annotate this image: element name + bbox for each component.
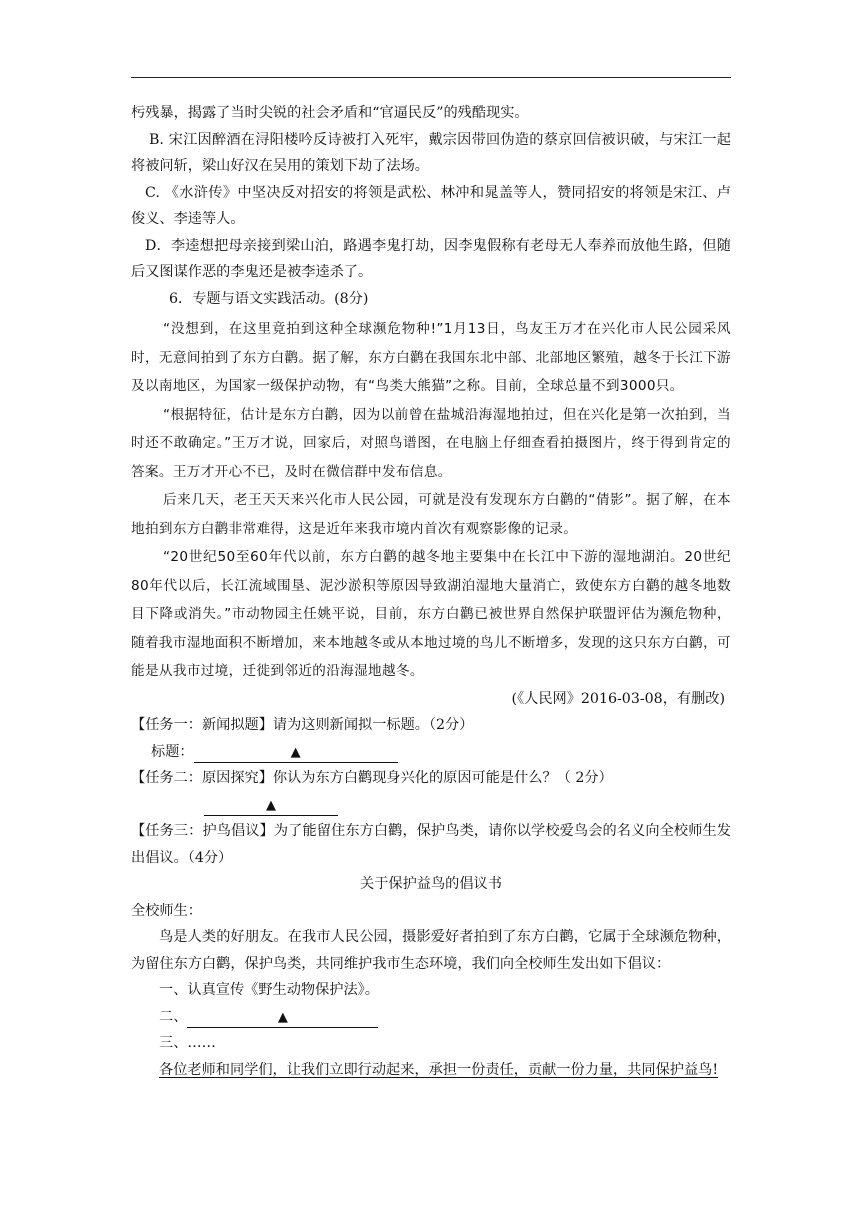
proposal-salutation: 全校师生： xyxy=(131,902,202,919)
option-b: B. 宋江因醉酒在浔阳楼吟反诗被打入死牢，戴宗因带回伪造的蔡京回信被识破，与宋江一起将被问斩，梁山好汉在吴用的策划下劫了法场。 xyxy=(131,131,731,174)
proposal-closing-text: 各位老师和同学们，让我们立即行动起来，承担一份责任，贡献一份力量，共同保护益鸟! xyxy=(159,1061,719,1078)
answer-marker-icon: ▲ xyxy=(277,1009,288,1025)
proposal-item-2-prefix: 二、 xyxy=(159,1008,188,1025)
option-d: D．李逵想把母亲接到梁山泊，路遇李鬼打劫，因李鬼假称有老母无人奉养而放他生路，但随后又图谋作恶的李鬼还是被李逵杀了。 xyxy=(131,237,731,280)
reason-answer-blank[interactable] xyxy=(204,796,338,816)
task-1-prompt: 【任务一：新闻拟题】请为这则新闻拟一标题。（2分） xyxy=(131,717,474,733)
option-c: C. 《水浒传》中坚决反对招安的将领是武松、林冲和晁盖等人，赞同招安的将领是宋江、卢俊义、李逵等人。 xyxy=(131,184,731,227)
article-paragraph-4: “20世纪50至60年代以前，东方白鹳的越冬地主要集中在长江中下游的湿地湖泊。20世纪80年代以后，长江流域围垦、泥沙淤积等原因导致湖泊湿地大量消亡，致使东方白鹳的越冬地数目下降或消失。”市动物园主任姚平说，目前，东方白鹳已被世界自然保护联盟评估为濒危物种，随着我市湿地面积不断增加，来本地越冬或从本地过境的鸟儿不断增多，发现的这只东方白鹳，可能是从我市过境，迁徙到邻近的沿海湿地越冬。 xyxy=(131,549,731,679)
article-paragraph-1: “没想到，在这里竟拍到这种全球濒危物种!”1月13日，鸟友王万才在兴化市人民公园采风时，无意间拍到了东方白鹳。据了解，东方白鹳在我国东北中部、北部地区繁殖，越冬于长江下游及以南地区，为国家一级保护动物，有“鸟类大熊猫”之称。目前，全球总量不到3000只。 xyxy=(131,321,731,394)
title-answer-blank[interactable] xyxy=(194,743,398,763)
proposal-closing xyxy=(131,1057,731,1084)
proposal-title: 关于保护益鸟的倡议书 xyxy=(360,876,502,892)
proposal-item-2 xyxy=(131,1004,731,1031)
header-rule xyxy=(131,77,731,78)
answer-marker-icon: ▲ xyxy=(266,797,276,813)
page-content xyxy=(131,100,731,1083)
task-2-answer-line xyxy=(131,792,731,819)
task-1-answer-line xyxy=(131,739,731,766)
proposal-body: 鸟是人类的好朋友。在我市人民公园，摄影爱好者拍到了东方白鹳，它属于全球濒危物种，为留住东方白鹳，保护鸟类，共同维护我市生态环境，我们向全校师生发出如下倡议： xyxy=(131,929,731,972)
answer-marker-icon: ▲ xyxy=(290,744,301,760)
task-2-prompt: 【任务二：原因探究】你认为东方白鹳现身兴化的原因可能是什么？（ 2分） xyxy=(131,770,613,786)
question-6-title: 6．专题与语文实践活动。(8分) xyxy=(169,290,369,307)
article-paragraph-3: 后来几天，老王天天来兴化市人民公园，可就是没有发现东方白鹳的“倩影”。据了解，在本地拍到东方白鹳非常难得，这是近年来我市境内首次有观察影像的记录。 xyxy=(131,492,731,537)
task-3-prompt: 【任务三：护鸟倡议】为了能留住东方白鹳，保护鸟类，请你以学校爱鸟会的名义向全校师生发出倡议。（4分） xyxy=(131,823,731,866)
proposal-item-3: 三、…… xyxy=(159,1035,216,1051)
article-paragraph-2: “根据特征，估计是东方白鹳，因为以前曾在盐城沿海湿地拍过，但在兴化是第一次拍到，当时还不敢确定。”王万才说，回家后，对照鸟谱图，在电脑上仔细查看拍摄图片，终于得到肯定的答案。王万才开心不已，及时在微信群中发布信息。 xyxy=(131,406,731,480)
article-source: (《人民网》2016-03-08，有删改) xyxy=(511,690,725,707)
proposal-item-1: 一、认真宣传《野生动物保护法》。 xyxy=(159,982,379,998)
task-1-label: 标题： xyxy=(151,743,194,760)
option-a-continuation: 杇残暴，揭露了当时尖锐的社会矛盾和“官逼民反”的残酷现实。 xyxy=(131,105,529,121)
proposal-answer-blank[interactable] xyxy=(187,1008,378,1028)
